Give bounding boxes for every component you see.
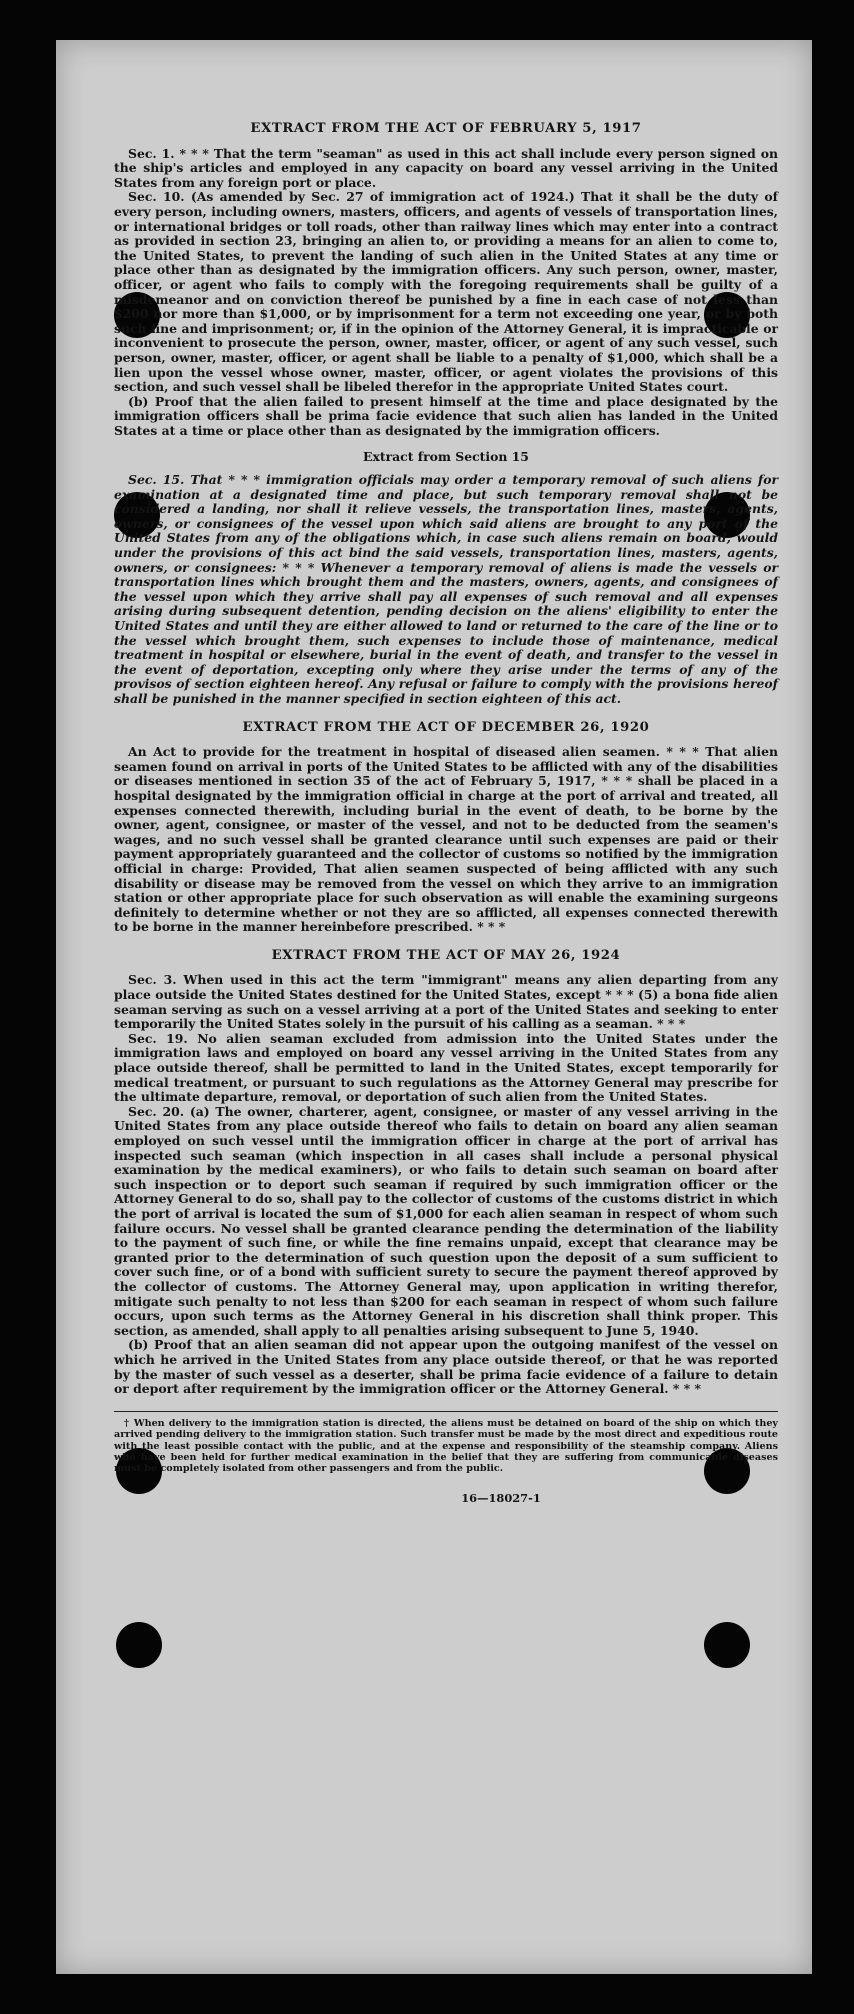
heading-act-1920: EXTRACT FROM THE ACT OF DECEMBER 26, 1920 xyxy=(242,719,650,735)
paragraph-sec-10: Sec. 10. (As amended by Sec. 27 of immigration act of 1924.) That it shall be the duty of every person, including owners, masters, officers, and agents of vessels of transportation lines, or international bridges or toll roads, other than railway lines which may enter into a contract as provided in section 23, bringing an alien to, or providing a means for an alien to come to, the United States, to prevent the landing of such alien in the United States at any time or place other than as designated by the immigration officers. Any such person, owner, master, officer, or agent who fails to comply with the foregoing requirements shall be guilty of a misdemeanor and on conviction thereof be punished by a fine in each case of not less than $200 nor more than $1,000, or by imprisonment for a term not exceeding one year, or by both such fine and imprisonment; or, if in the opinion of the Attorney General, it is impracticable or inconvenient to prosecute the person, owner, master, officer, or agent of any such vessel, such person, owner, master, officer, or agent shall be liable to a penalty of $1,000, which shall be a lien upon the vessel whose owner, master, officer, or agent violates the provisions of this section, and such vessel shall be libeled therefor in the appropriate United States court. xyxy=(114,189,778,395)
heading-act-1924: EXTRACT FROM THE ACT OF MAY 26, 1924 xyxy=(271,947,621,963)
paragraph-sec-15: Sec. 15. That * * * immigration officials may order a temporary removal of such aliens for examination at a designated time and place, but such temporary removal shall not be considered a landing, nor shall it relieve vessels, the transportation lines, masters, agents, owners, or consignees of the vessel upon which said aliens are brought to any port of the United States from any of the obligations which, in case such aliens remain on board, would under the provisions of this act bind the said vessels, transportation lines, masters, agents, owners, or consignees: * * * Whenever a temporary removal of aliens is made the vessels or transportation lines which brought them and the masters, owners, agents, and consignees of the vessel upon which they arrive shall pay all expenses of such removal and all expenses arising during subsequent detention, pending decision on the aliens' eligibility to enter the United States and until they are either allowed to land or returned to the care of the line or to the vessel which brought them, such expenses to include those of maintenance, medical treatment in hospital or elsewhere, burial in the event of death, and transfer to the vessel in the event of deportation, excepting only where they arise under the terms of any of the provisos of section eighteen hereof. Any refusal or failure to comply with the provisions hereof shall be punished in the manner specified in section eighteen of this act. xyxy=(114,472,778,706)
paragraph-sec-10-b: (b) Proof that the alien failed to present himself at the time and place designated by the immigration officers shall be prima facie evidence that such alien has landed in the United States at a time or place other than as designated by the immigration officers. xyxy=(114,393,778,438)
form-code: 16—18027-1 xyxy=(461,1490,541,1505)
punch-hole xyxy=(704,1622,750,1668)
document-page xyxy=(56,40,812,1974)
subheading-section-15: Extract from Section 15 xyxy=(363,449,529,465)
paragraph-act-1920: An Act to provide for the treatment in hospital of diseased alien seamen. * * * That alien seamen found on arrival in ports of the United States to be afflicted with any of the disabilities or diseases mentioned in section 35 of the act of February 5, 1917, * * * shall be placed in a hospital designated by the immigration official in charge at the port of arrival and treated, all expenses connected therewith, including burial in the event of death, to be borne by the owner, agent, consignee, or master of the vessel, and not to be deducted from the seamen's wages, and no such vessel shall be granted clearance until such expenses are paid or their payment appropriately guaranteed and the collector of customs so notified by the immigration official in charge: Provided, That alien seamen suspected of being afflicted with any such disability or disease may be removed from the vessel on which they arrive to an immigration station or other appropriate place for such observation as will enable the examining surgeons definitely to determine whether or not they are so afflicted, all expenses connected therewith to be borne in the manner hereinbefore prescribed. * * * xyxy=(114,744,778,935)
paragraph-sec-1: Sec. 1. * * * That the term "seaman" as used in this act shall include every person signed on the ship's articles and employed in any capacity on board any vessel arriving in the United States from any foreign port or place. xyxy=(114,145,778,190)
punch-hole xyxy=(116,1622,162,1668)
paragraph-sec-20-a: Sec. 20. (a) The owner, charterer, agent, consignee, or master of any vessel arriving in the United States from any place outside thereof who fails to detain on board any alien seaman employed on such vessel until the immigration officer in charge at the port of arrival has inspected such seaman (which inspection in all cases shall include a personal physical examination by the medical examiners), or who fails to detain such seaman on board after such inspection or to deport such seaman if required by such immigration officer or the Attorney General to do so, shall pay to the collector of customs of the customs district in which the port of arrival is located the sum of $1,000 for each alien seaman in respect of whom such failure occurs. No vessel shall be granted clearance pending the determination of the liability to the payment of such fine, or while the fine remains unpaid, except that clearance may be granted prior to the determination of such question upon the deposit of a sum sufficient to cover such fine, or of a bond with sufficient surety to secure the payment thereof approved by the collector of customs. The Attorney General may, upon application in writing therefor, mitigate such penalty to not less than $200 for each seaman in respect of whom such failure occurs, upon such terms as the Attorney General in his discretion shall think proper. This section, as amended, shall apply to all penalties arising subsequent to June 5, 1940. xyxy=(114,1103,778,1338)
document-body xyxy=(114,122,778,1505)
footnote: † When delivery to the immigration station is directed, the aliens must be detained on board of the ship on which they arrived pending delivery to the immigration station. Such transfer must be made by the most direct and expeditious route with the least possible contact with the public, and at the expense and responsibility of the steamship company. Aliens who have been held for further medical examination in the belief that they are suffering from communicable diseases must be completely isolated from other passengers and from the public. xyxy=(114,1417,778,1475)
paragraph-sec-3: Sec. 3. When used in this act the term "immigrant" means any alien departing from any place outside the United States destined for the United States, except * * * (5) a bona fide alien seaman serving as such on a vessel arriving at a port of the United States and seeking to enter temporarily the United States solely in the pursuit of his calling as a seaman. * * * xyxy=(114,972,778,1032)
footnote-divider xyxy=(114,1411,778,1412)
heading-act-1917: EXTRACT FROM THE ACT OF FEBRUARY 5, 1917 xyxy=(250,121,642,136)
paragraph-sec-19: Sec. 19. No alien seaman excluded from admission into the United States under the immigration laws and employed on board any vessel arriving in the United States from any place outside thereof, shall be permitted to land in the United States, except temporarily for medical treatment, or pursuant to such regulations as the Attorney General may prescribe for the ultimate departure, removal, or deportation of such alien from the United States. xyxy=(114,1030,778,1105)
paragraph-sec-20-b: (b) Proof that an alien seaman did not appear upon the outgoing manifest of the vessel on which he arrived in the United States from any place outside thereof, or that he was reported by the master of such vessel as a deserter, shall be prima facie evidence of a failure to detain or deport after requirement by the immigration officer or the Attorney General. * * * xyxy=(114,1337,778,1397)
